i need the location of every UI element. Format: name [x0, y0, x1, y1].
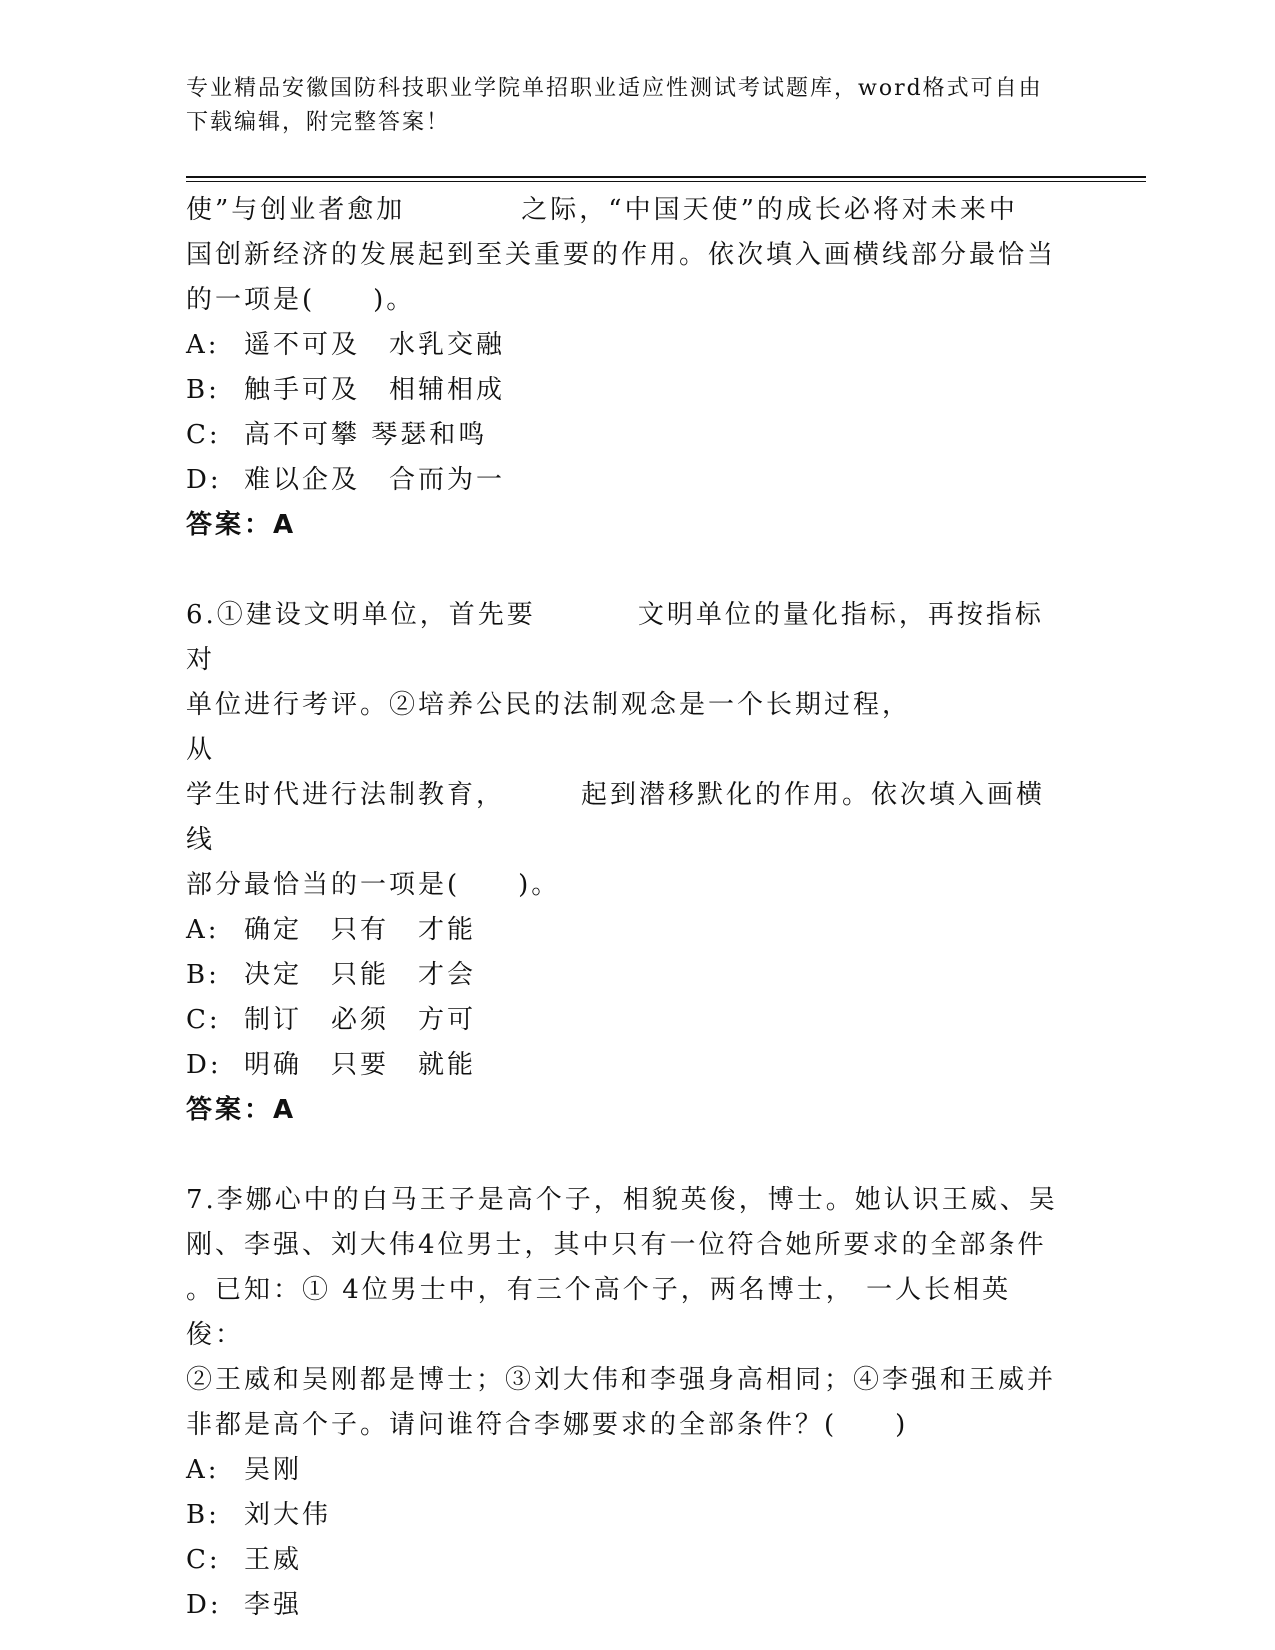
- option-letter: B:: [186, 375, 220, 405]
- answer: 答案：A: [186, 510, 297, 540]
- question-6: [186, 593, 1066, 1133]
- question-7-line: 刚、李强、刘大伟4位男士，其中只有一位符合她所要求的全部条件: [186, 1230, 1047, 1260]
- option-d: [186, 1043, 1066, 1088]
- answer: 答案：A: [186, 1095, 297, 1125]
- option-letter: D:: [186, 465, 222, 495]
- question-7-line: 。已知：① 4位男士中，有三个高个子，两名博士， 一人长相英俊：: [186, 1275, 1012, 1350]
- option-b: [186, 953, 1066, 998]
- option-text: 确定 只有 才能: [244, 915, 477, 945]
- option-text: 难以企及 合而为一: [244, 465, 506, 495]
- option-c: [186, 998, 1066, 1043]
- option-text: 刘大伟: [244, 1500, 332, 1530]
- option-letter: B:: [186, 1500, 220, 1530]
- option-letter: A:: [186, 330, 220, 360]
- option-text: 遥不可及 水乳交融: [244, 330, 506, 360]
- question-6-line: [186, 683, 1066, 773]
- spacer: [186, 1133, 1066, 1178]
- option-text: 吴刚: [244, 1455, 303, 1485]
- question-7-line: 非都是高个子。请问谁符合李娜要求的全部条件？( ): [186, 1410, 909, 1440]
- option-letter: C:: [186, 1545, 221, 1575]
- question-text: 学生时代进行法制教育，: [186, 780, 506, 810]
- option-letter: B:: [186, 960, 220, 990]
- option-letter: D:: [186, 1590, 222, 1620]
- option-d: [186, 458, 1066, 503]
- question-text: 6.①建设文明单位，首先要: [186, 600, 536, 630]
- question-content: [186, 188, 1066, 1628]
- option-b: [186, 1493, 1066, 1538]
- question-7-line: ②王威和吴刚都是博士；③刘大伟和李强身高相同；④李强和王威并: [186, 1365, 1057, 1395]
- spacer: [186, 548, 1066, 593]
- question-5-line: [186, 188, 1066, 233]
- option-b: [186, 368, 1066, 413]
- option-text: 李强: [244, 1590, 303, 1620]
- option-letter: C:: [186, 420, 221, 450]
- question-5-line: 的一项是( )。: [186, 285, 416, 315]
- option-letter: D:: [186, 1050, 222, 1080]
- option-text: 明确 只要 就能: [244, 1050, 477, 1080]
- question-6-line: 部分最恰当的一项是( )。: [186, 870, 561, 900]
- question-7-line: 7.李娜心中的白马王子是高个子，相貌英俊，博士。她认识王威、吴: [186, 1185, 1058, 1215]
- option-c: [186, 413, 1066, 458]
- page-header: 专业精品安徽国防科技职业学院单招职业适应性测试考试题库，word格式可自由下载编辑，附完整答案！: [186, 76, 1043, 135]
- question-text: 使”与创业者愈加: [186, 195, 406, 225]
- question-text: 单位进行考评。②培养公民的法制观念是一个长期过程，: [186, 690, 912, 720]
- question-6-line: [186, 593, 1066, 683]
- option-c: [186, 1538, 1066, 1583]
- question-7: [186, 1178, 1066, 1628]
- option-text: 高不可攀 琴瑟和鸣: [244, 420, 488, 450]
- option-letter: A:: [186, 915, 220, 945]
- question-text: 起到潜移默化的作用。依次填入画横线: [186, 780, 1046, 855]
- option-letter: C:: [186, 1005, 221, 1035]
- option-text: 王威: [244, 1545, 303, 1575]
- question-6-line: [186, 773, 1066, 863]
- option-text: 制订 必须 方可: [244, 1005, 477, 1035]
- question-5-line: 国创新经济的发展起到至关重要的作用。依次填入画横线部分最恰当: [186, 240, 1057, 270]
- option-a: [186, 908, 1066, 953]
- question-text: 从: [186, 735, 216, 765]
- option-a: [186, 1448, 1066, 1493]
- header-divider-thick: [186, 176, 1146, 178]
- question-text: 文明单位的量化指标，再按指标对: [186, 600, 1044, 675]
- option-a: [186, 323, 1066, 368]
- question-text: 之际，“中国天使”的成长必将对未来中: [521, 195, 1018, 225]
- question-5: [186, 188, 1066, 548]
- option-d: [186, 1583, 1066, 1628]
- option-letter: A:: [186, 1455, 220, 1485]
- option-text: 触手可及 相辅相成: [244, 375, 506, 405]
- header-divider-thin: [186, 181, 1146, 182]
- option-text: 决定 只能 才会: [244, 960, 477, 990]
